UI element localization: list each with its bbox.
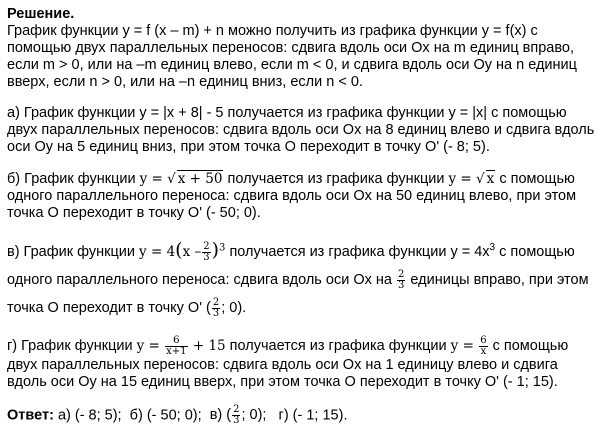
part-g-formula-fraction xyxy=(165,336,187,357)
fraction-numerator: 2 xyxy=(203,241,210,252)
answer-v-post: ; 0); xyxy=(241,407,267,424)
part-b-formula-func: y = xyxy=(139,171,168,187)
answer-label: Ответ: xyxy=(7,407,54,424)
part-b-formula-radicand: x + 50 xyxy=(177,171,223,187)
part-g-tail: с помощью двух параллельных переносов: сдвига вдоль оси Ox на 1 единицу влево и сдвига вдоль оси Oy на 15 единиц вверх, при этом точка О переходит в точку O' (- 1; 15). xyxy=(7,338,569,390)
part-v-formula-fraction xyxy=(202,242,210,263)
part-b-middle: получается из графика функции xyxy=(227,171,445,187)
part-v-formula-coef: y = 4 xyxy=(139,244,176,260)
part-v-point-fraction xyxy=(212,298,220,319)
part-v-shift-fraction xyxy=(397,270,405,291)
intro-paragraph: График функции y = f (x – m) + n можно получить из графика функции y = f(x) с помощью двух параллельных переносов: сдвига вдоль оси Ox на m единиц вправо, если m > 0, или на –m единиц влево, если m < 0, и сдвига вдоль оси Oy на n единиц вверх, если n > 0, или на –n единиц вниз, если n < 0. xyxy=(7,23,577,90)
fraction-numerator: 2 xyxy=(233,404,240,415)
part-g-formula2 xyxy=(450,335,489,357)
solution-heading: Решение. xyxy=(7,6,75,22)
spacer xyxy=(7,91,595,105)
part-v-middle-exponent: 3 xyxy=(489,242,496,254)
fraction-numerator: 6 xyxy=(480,335,487,346)
part-g-formula2-fraction xyxy=(479,336,487,357)
part-g-lead: г) График функции xyxy=(7,338,133,354)
part-b-lead: б) График функции xyxy=(7,171,136,187)
part-v-end: ; 0). xyxy=(221,300,247,316)
fraction-numerator: 2 xyxy=(212,296,220,308)
fraction-denominator: 3 xyxy=(203,252,210,263)
answer-b: б) (- 50; 0); xyxy=(129,407,202,424)
part-v-paragraph xyxy=(7,236,595,322)
fraction-denominator: 3 xyxy=(233,415,240,426)
part-v-after: с помощью одного параллельного переноса: сдвига вдоль оси Ox на xyxy=(7,244,575,288)
right-paren: ) xyxy=(211,239,220,261)
answer-v-fraction xyxy=(232,405,240,426)
part-a-paragraph: а) График функции y = |x + 8| - 5 получается из графика функции y = |x| с помощью двух параллельных переносов: сдвига вдоль оси Ox на 8 единиц влево и сдвига вдоль оси Oy на 5 единиц вниз, при этом точка О переходит в точку O' (- 8; 5). xyxy=(7,105,595,155)
part-v-after2: единицы вправо, при этом точка O переходит в точку O' ( xyxy=(7,272,589,316)
part-v-formula-exponent: 3 xyxy=(219,242,226,254)
answer-a: а) (- 8; 5); xyxy=(57,407,122,424)
answer-v xyxy=(209,404,267,426)
part-g-paragraph xyxy=(7,336,595,391)
part-v-formula-x: x – xyxy=(182,244,202,260)
spacer xyxy=(7,222,595,236)
fraction-numerator: 6 xyxy=(165,336,187,347)
part-b-formula: y = √ x + 50 xyxy=(139,171,223,187)
part-g-formula-y: y = xyxy=(136,338,165,354)
part-v-formula xyxy=(139,239,226,263)
fraction-denominator: x+1 xyxy=(166,346,187,357)
part-g-formula-tail: + 15 xyxy=(192,338,226,354)
part-v-middle: получается из графика функции y = 4x xyxy=(229,244,490,260)
fraction-denominator: x xyxy=(480,346,487,357)
fraction-denominator: 3 xyxy=(398,279,405,291)
fraction-denominator: 3 xyxy=(212,307,220,319)
part-b-formula2-radicand: x xyxy=(486,171,495,187)
part-b-formula2: y = √ x xyxy=(448,171,495,187)
part-b-formula2-func: y = xyxy=(448,171,477,187)
part-g-formula2-y: y = xyxy=(450,338,479,354)
part-b-paragraph xyxy=(7,170,595,222)
spacer xyxy=(7,156,595,170)
part-b-tail: с помощью одного параллельного переноса: сдвига вдоль оси Ox на 50 единиц влево, при этом точка О переходит в точку O' (- 50; 0). xyxy=(7,171,577,221)
left-paren: ( xyxy=(175,239,183,261)
answer-line xyxy=(7,405,595,426)
fraction-numerator: 2 xyxy=(398,268,405,280)
answer-v-pre: в) ( xyxy=(209,407,232,424)
solution-document xyxy=(7,6,595,426)
part-v-lead: в) График функции xyxy=(7,244,136,260)
answer-g: г) (- 1; 15). xyxy=(278,407,348,424)
spacer xyxy=(7,322,595,336)
part-g-formula xyxy=(136,335,226,357)
part-g-middle: получается из графика функции xyxy=(229,338,447,354)
